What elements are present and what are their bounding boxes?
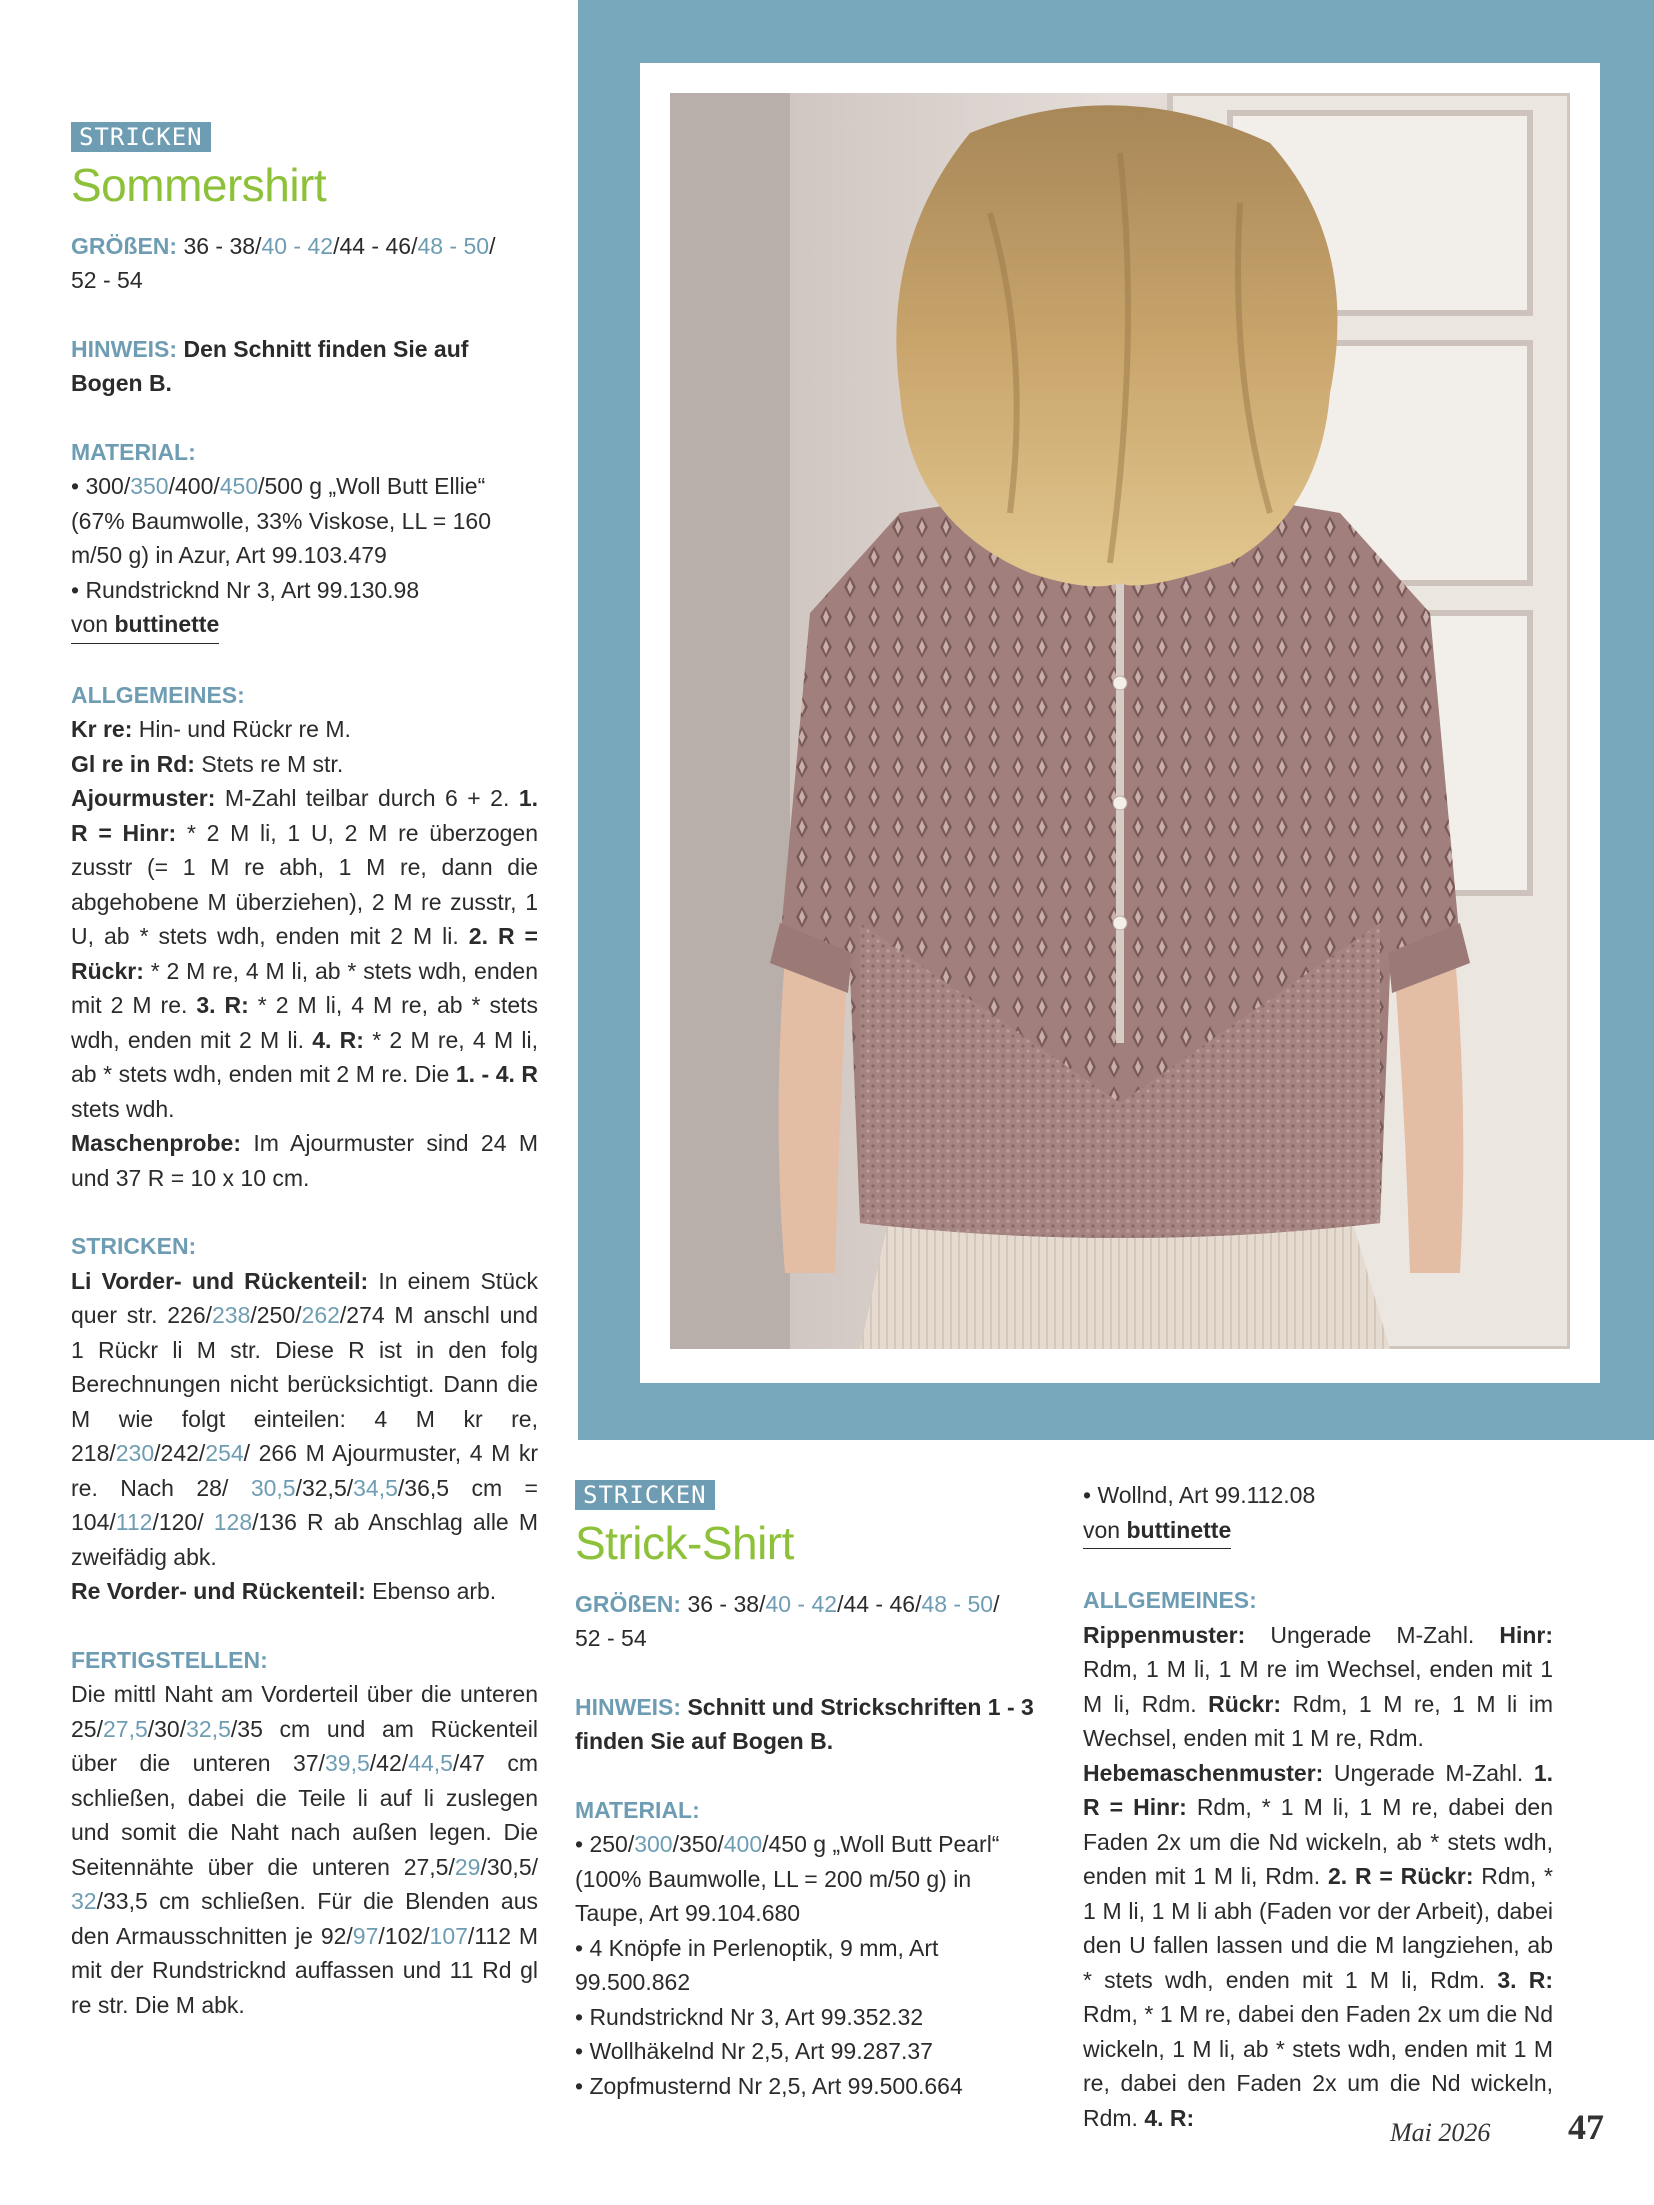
amount-2: 350	[130, 473, 169, 499]
sizes-label: GRÖßEN:	[71, 232, 178, 259]
li-text-c: M Ajourmuster, 4 M kr re. Nach	[71, 1440, 538, 1501]
material-yarn-text: g „Woll Butt Pearl“ (100% Baumwolle, LL = 200 m/50 g) in Taupe, Art 99.104.680	[575, 1831, 1000, 1926]
hebe-r4-label: 4. R:	[1144, 2104, 1195, 2131]
material-yarn: • 250/300/350/400/450 g „Woll Butt Pearl“ (100% Baumwolle, LL = 200 m/50 g) in Taupe, Art 99.104.680	[575, 1831, 1000, 1926]
material-yarn: • 300/350/400/450/500 g „Woll Butt Ellie“ (67% Baumwolle, 33% Viskose, LL = 160 m/50 g) in Azur, Art 99.103.479	[71, 473, 491, 568]
hinweis-text: Schnitt und Strickschriften 1 - 3 finden Sie auf Bogen B.	[575, 1693, 1034, 1754]
rippen-text-b: Rdm, 1 M li, 1 M re im Wechsel, enden mit 1 M li, Rdm.	[1083, 1656, 1553, 1717]
footer-issue: Mai 2026	[1390, 2118, 1491, 2147]
li-count: 136	[258, 1509, 297, 1535]
amount-4: 450	[219, 473, 259, 499]
material-item: • Zopfmusternd Nr 2,5, Art 99.500.664	[575, 2072, 963, 2099]
material-needle: • Rundstricknd Nr 3, Art 99.130.98	[71, 576, 420, 603]
amount-4: 400	[723, 1831, 763, 1857]
vendor-line	[71, 607, 538, 644]
amount-3: 400	[174, 473, 214, 499]
hebe-r1-label: 1. R = Hinr:	[1083, 1759, 1554, 1820]
fertig-count: 102	[384, 1922, 424, 1949]
probe-text: Im Ajourmuster sind 24 M und 37 R = 10 x 10 cm.	[71, 1130, 539, 1191]
section-tag: STRICKEN	[71, 122, 211, 152]
fertig-text-a: Die mittl Naht am Vorderteil über die unteren	[71, 1681, 538, 1707]
article-title: Strick-Shirt	[575, 1516, 794, 1569]
article-sommershirt	[71, 120, 538, 2022]
size-3: 44 - 46	[339, 232, 412, 259]
fertigstellen-heading: FERTIGSTELLEN:	[71, 1646, 268, 1673]
article-strick-shirt	[575, 1478, 1035, 2103]
li-count: 238	[212, 1302, 251, 1328]
sweater-back-photo	[670, 93, 1570, 1349]
stricken-heading: STRICKEN:	[71, 1233, 197, 1259]
amount-3: 350	[678, 1831, 718, 1857]
li-count: 112	[115, 1509, 153, 1535]
article-title: Sommershirt	[71, 158, 327, 211]
article-strick-shirt-continued	[1083, 1478, 1553, 2135]
li-text-d: cm =	[449, 1474, 538, 1501]
size-1: 36 - 38	[687, 1590, 760, 1617]
fertig-count: 27,5	[102, 1715, 148, 1742]
material-item: • Wollhäkelnd Nr 2,5, Art 99.287.37	[575, 2038, 933, 2064]
hinweis	[575, 1690, 1035, 1759]
fertig-count: 44,5	[408, 1750, 453, 1776]
page-number: 47	[1568, 2107, 1604, 2147]
material-item: • 4 Knöpfe in Perlenoptik, 9 mm, Art 99.500.862	[575, 1934, 939, 1995]
hebe-text-d: Rdm, * 1 M re, dabei den Faden 2x um die Nd wickeln, 1 M li, ab * stets wdh, enden mit 1 M re, dabei den Faden 2x um die Nd wickeln, Rdm.	[1083, 2001, 1553, 2131]
amount-1: 300	[85, 473, 124, 499]
fertig-text-d: cm schließen. Für die Blenden aus den Armausschnitten je	[71, 1888, 538, 1949]
kr-re	[71, 712, 538, 747]
li-count: 242	[160, 1440, 199, 1466]
kr-re-label: Kr re:	[71, 716, 133, 742]
ajourmuster	[71, 781, 538, 1126]
li-count: 32,5	[301, 1474, 347, 1501]
li-count: 250	[256, 1302, 296, 1328]
fertig-count: 35	[237, 1715, 263, 1742]
amount-5: 500	[264, 473, 303, 499]
fertig-count: 37	[293, 1750, 319, 1776]
ajour-text-3: * 2 M re, 4 M li, ab * stets wdh, enden mit 2 M re.	[71, 957, 539, 1018]
ajour-text-1: M-Zahl teilbar durch 6 + 2.	[224, 785, 510, 811]
fertig-count: 112	[474, 1922, 511, 1949]
li-text-a: In einem Stück quer str.	[71, 1267, 538, 1328]
gl-re-text: Stets re M str.	[201, 750, 344, 777]
hebe-text-b: Rdm, * 1 M li, 1 M re, dabei den Faden 2x um die Nd wickeln, ab * stets wdh, enden mit 1 M li, Rdm.	[1083, 1794, 1554, 1889]
allgemeines-heading: ALLGEMEINES:	[71, 681, 245, 708]
re-label: Re Vorder- und Rückenteil:	[71, 1578, 366, 1604]
li-count: 128	[213, 1509, 253, 1535]
fertig-count: 97	[352, 1922, 379, 1949]
fertig-text-b: cm und am Rückenteil über die unteren	[71, 1715, 538, 1776]
re-text: Ebenso arb.	[372, 1578, 497, 1604]
li-count: 226	[167, 1302, 206, 1328]
li-label: Li Vorder- und Rückenteil:	[71, 1267, 369, 1294]
fertig-count: 32	[71, 1888, 97, 1914]
size-5: 52 - 54	[71, 267, 143, 293]
size-3: 44 - 46	[843, 1590, 916, 1617]
fertig-count: 107	[429, 1922, 468, 1949]
li-count: 120	[158, 1509, 198, 1535]
fertig-count: 42	[376, 1750, 402, 1776]
sizes-label: GRÖßEN:	[575, 1590, 682, 1617]
hebe-text-c: Rdm, * 1 M li, 1 M li abh (Faden vor der Arbeit), dabei den U fallen lassen und die M langziehen, ab * stets wdh, enden mit 1 M li, Rdm.	[1083, 1863, 1554, 1993]
material-heading: MATERIAL:	[575, 1796, 700, 1823]
hinweis-label: HINWEIS:	[71, 335, 178, 362]
vendor-name: buttinette	[114, 611, 220, 637]
fertig-count: 47	[459, 1750, 485, 1776]
gl-re-label: Gl re in Rd:	[71, 750, 195, 777]
size-5: 52 - 54	[575, 1625, 647, 1651]
rippen-rueckr-label: Rückr:	[1208, 1690, 1282, 1717]
vendor-name: buttinette	[1126, 1516, 1232, 1543]
ajour-text-6: stets wdh.	[71, 1095, 175, 1122]
material-heading: MATERIAL:	[71, 438, 196, 465]
amount-5: 450	[768, 1831, 807, 1857]
li-count: 262	[301, 1302, 340, 1328]
hebe-r2-label: 2. R = Rückr:	[1327, 1863, 1474, 1889]
ajour-text-2: * 2 M li, 1 U, 2 M re überzogen zusstr (= 1 M re abh, 1 M re, dann die abgehobene M überziehen), 2 M re zusstr, 1 U, ab * stets wdh, enden mit 2 M li.	[71, 819, 539, 949]
li-text-b: M anschl und 1 Rückr li M str. Diese R ist in den folg Berechnungen nicht berücksichtigt. Dann die M wie folgt einteilen: 4 M kr re,	[71, 1302, 538, 1432]
hebe-label: Hebemaschenmuster:	[1083, 1759, 1324, 1786]
vendor-prefix: von	[1083, 1516, 1121, 1543]
rippen-text-c: Rdm, 1 M re, 1 M li im Wechsel, enden mit 1 M re, Rdm.	[1083, 1690, 1554, 1751]
ajour-r3-label: 3. R:	[196, 992, 249, 1018]
amount-1: 250	[589, 1831, 628, 1857]
kr-re-text: Hin- und Rückr re M.	[138, 716, 351, 742]
hinweis	[71, 332, 538, 401]
fertig-count: 33,5	[102, 1888, 148, 1914]
maschenprobe	[71, 1126, 538, 1195]
li-count: 36,5	[404, 1474, 450, 1501]
li-count: 266	[258, 1440, 298, 1466]
li-count: 30,5	[250, 1474, 296, 1501]
section-tag: STRICKEN	[575, 1480, 715, 1510]
allgemeines-heading: ALLGEMEINES:	[1083, 1587, 1257, 1613]
ajour-r1-label: 1. R = Hinr:	[71, 785, 539, 846]
size-2: 40 - 42	[765, 1590, 838, 1617]
hebe-text-a: Ungerade M-Zahl.	[1333, 1759, 1524, 1786]
rippen-label: Rippenmuster:	[1083, 1621, 1246, 1648]
gl-re	[71, 747, 538, 782]
hebemaschenmuster	[1083, 1756, 1553, 2136]
li-count: 34,5	[353, 1474, 398, 1501]
fertig-count: 29	[454, 1853, 481, 1880]
size-1: 36 - 38	[183, 232, 256, 259]
hinweis-label: HINWEIS:	[575, 1693, 682, 1720]
fertig-count: 25	[71, 1715, 97, 1742]
li-count: 104	[71, 1509, 110, 1535]
fertig-text-e: M mit der Rundstricknd auffassen und 11 Rd gl re str. Die M abk.	[71, 1922, 538, 2018]
ajour-label: Ajourmuster:	[71, 785, 216, 811]
ajour-text-5: * 2 M re, 4 M li, ab * stets wdh, enden mit 2 M re. Die	[71, 1026, 538, 1087]
ajour-r2-label: 2. R = Rückr:	[71, 923, 538, 984]
li-count: 274	[346, 1302, 385, 1328]
rippenmuster	[1083, 1618, 1553, 1756]
fertig-count: 30,5	[486, 1853, 532, 1880]
re-vorder-rueckenteil	[71, 1574, 538, 1609]
li-count: 28	[196, 1474, 222, 1501]
rippen-hinr-label: Hinr:	[1499, 1621, 1554, 1648]
ajour-text-4: * 2 M li, 4 M re, ab * stets wdh, enden mit 2 M li.	[71, 992, 539, 1053]
vendor-line	[1083, 1513, 1553, 1550]
fertigstellen-text: Die mittl Naht am Vorderteil über die unteren 25/27,5/30/32,5/35 cm und am Rückenteil über die unteren 37/39,5/42/44,5/47 cm schließen, dabei die Teile li auf li zuslegen und somit die Naht nach außen legen. Die Seitennähte über die unteren 27,5/29/30,5/ 32/33,5 cm schließen. Für die Blenden aus den Armausschnitten je 92/97/102/107/112 M mit der Rundstricknd auffassen und 11 Rd gl re str. Die M abk.	[71, 1681, 538, 2018]
material-item: • Rundstricknd Nr 3, Art 99.352.32	[575, 2003, 924, 2030]
li-count: 254	[205, 1440, 244, 1466]
fertig-count: 39,5	[325, 1750, 370, 1776]
fertig-count: 30	[154, 1715, 180, 1742]
material-yarn-text: g „Woll Butt Ellie“ (67% Baumwolle, 33% Viskose, LL = 160 m/50 g) in Azur, Art 99.103.479	[71, 473, 491, 568]
li-text-e: R ab Anschlag alle M zweifädig abk.	[71, 1509, 539, 1570]
vendor-prefix: von	[71, 611, 109, 637]
fertig-count: 92	[320, 1922, 347, 1949]
size-4: 48 - 50	[921, 1590, 994, 1617]
material-item: • Wollnd, Art 99.112.08	[1083, 1482, 1316, 1508]
size-2: 40 - 42	[261, 232, 334, 259]
hebe-r3-label: 3. R:	[1497, 1966, 1554, 1993]
li-count: 230	[115, 1440, 155, 1466]
sizes-line: GRÖßEN: 36 - 38/40 - 42/44 - 46/48 - 50/ 52 - 54	[71, 232, 496, 293]
li-vorder-rueckenteil: Li Vorder- und Rückenteil: In einem Stück quer str. 226/238/250/262/274 M anschl und 1 Rückr li M str. Diese R ist in den folg Berechnungen nicht berücksichtigt. Dann die M wie folgt einteilen: 4 M kr re, 218/230/242/254/ 266 M Ajourmuster, 4 M kr re. Nach 28/ 30,5/32,5/34,5/36,5 cm = 104/112/120/ 128/136 R ab Anschlag alle M zweifädig abk.	[71, 1267, 539, 1570]
fertig-text-c: cm schließen, dabei die Teile li auf li zuslegen und somit die Naht nach außen legen. Die Seitennähte über die unteren	[71, 1750, 538, 1880]
ajour-r4-label: 4. R:	[312, 1026, 364, 1053]
sizes-line: GRÖßEN: 36 - 38/40 - 42/44 - 46/48 - 50/ 52 - 54	[575, 1590, 1000, 1651]
probe-label: Maschenprobe:	[71, 1130, 241, 1156]
hinweis-text: Den Schnitt finden Sie auf Bogen B.	[71, 335, 469, 396]
amount-2: 300	[634, 1831, 673, 1857]
size-4: 48 - 50	[417, 232, 490, 259]
ajour-r14-label: 1. - 4. R	[455, 1061, 539, 1087]
li-count: 218	[71, 1440, 110, 1466]
fertig-count: 32,5	[186, 1715, 231, 1742]
fertig-count: 27,5	[403, 1853, 449, 1880]
rippen-text-a: Ungerade M-Zahl.	[1270, 1621, 1475, 1648]
